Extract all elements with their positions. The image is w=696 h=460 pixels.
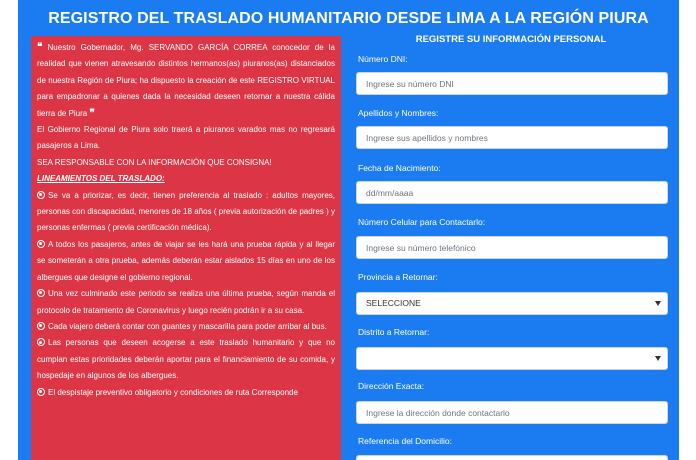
open-quote-icon: ❝ bbox=[37, 42, 43, 53]
birth-date-label: Fecha de Nacimiento: bbox=[358, 163, 441, 173]
circle-dot-icon bbox=[37, 289, 45, 297]
district-label: Distrito a Retornar: bbox=[358, 327, 430, 337]
guideline-item: A todos los pasajeros, antes de viajar se les hará una prueba rápida y al llegar se someterán a otra prueba, además deberán estar aislados 15 días en uno de los albergues que designe el gobierno regional. bbox=[37, 239, 335, 282]
guideline-item: Se va a priorizar, es decir, tienen preferencia al traslado : adultos mayores, personas con discapacidad, menores de 18 años ( previa autorización de padres ) y personas enfermas ( previa certificación médica). bbox=[37, 190, 335, 233]
intro-text: Nuestro Gobernador, Mg. SERVANDO GARCÍA CORREA conocedor de la realidad que vienen atravesando distintos hermanos(as) piuranos(as) distanciados de nuestra Región de Piura; ha dispuesto la creación de este REGISTRO VIRTUAL para empadronar a quienes dada la necesidad deseen retornar a nuestra cálida tierra de Piura bbox=[37, 43, 335, 118]
chevron-down-icon bbox=[655, 301, 661, 306]
circle-dot-icon bbox=[37, 240, 45, 248]
birth-date-input[interactable] bbox=[356, 181, 668, 204]
phone-input[interactable] bbox=[356, 236, 668, 259]
province-select[interactable] bbox=[356, 292, 668, 315]
registration-form bbox=[351, 30, 671, 460]
close-quote-icon: ❞ bbox=[89, 107, 95, 119]
guideline-item: El despistaje preventivo obligatorio y condiciones de ruta Corresponde bbox=[37, 385, 335, 401]
reference-label: Referencia del Domicilio: bbox=[358, 436, 453, 446]
address-label: Dirección Exacta: bbox=[358, 381, 425, 391]
names-label: Apellidos y Nombres: bbox=[358, 108, 439, 118]
chevron-down-icon bbox=[655, 356, 661, 361]
district-select[interactable] bbox=[356, 347, 668, 370]
guideline-item: Cada viajero deberá contar con guantes y mascarilla para poder arribar al bus. bbox=[37, 319, 335, 335]
circle-dot-icon bbox=[37, 322, 45, 330]
guideline-item: Una vez culminado este periodo se realiza una última prueba, según manda el protocolo de tratamiento de Coronavirus y luego recién podrán ir a su casa. bbox=[37, 289, 335, 315]
reference-input[interactable] bbox=[356, 455, 668, 460]
form-heading: REGISTRE SU INFORMACIÓN PERSONAL bbox=[415, 34, 607, 45]
province-select-value: SELECCIONE bbox=[366, 298, 421, 308]
phone-label: Número Celular para Contactarlo: bbox=[358, 217, 486, 227]
province-label: Provincia a Retornar: bbox=[358, 272, 438, 282]
intro-paragraph bbox=[37, 40, 335, 122]
circle-dot-icon bbox=[37, 388, 45, 396]
intro-paragraph-2: El Gobierno Regional de Piura solo traerá a piuranos varados mas no regresará pasajeros a Lima. bbox=[37, 125, 335, 151]
dni-input[interactable] bbox=[356, 72, 668, 95]
guideline-item: Las personas que deseen acogerse a este traslado humanitario y que no cumplan estas prioridades deberán aportar para el financiamiento de su comida, y hospedaje en algunos de los albergues. bbox=[37, 338, 335, 381]
names-input[interactable] bbox=[356, 126, 668, 149]
guidelines-heading: LINEAMIENTOS DEL TRASLADO: bbox=[37, 174, 165, 184]
warning-text: SEA RESPONSABLE CON LA INFORMACIÓN QUE CONSIGNA! bbox=[37, 157, 272, 167]
dni-label: Número DNI: bbox=[358, 54, 408, 64]
main-frame bbox=[18, 0, 679, 460]
address-input[interactable] bbox=[356, 401, 668, 424]
page-title: REGISTRO DEL TRASLADO HUMANITARIO DESDE LIMA A LA REGIÓN PIURA bbox=[48, 10, 649, 27]
circle-dot-icon bbox=[37, 338, 45, 346]
circle-dot-icon bbox=[37, 191, 45, 199]
info-panel bbox=[31, 36, 341, 460]
